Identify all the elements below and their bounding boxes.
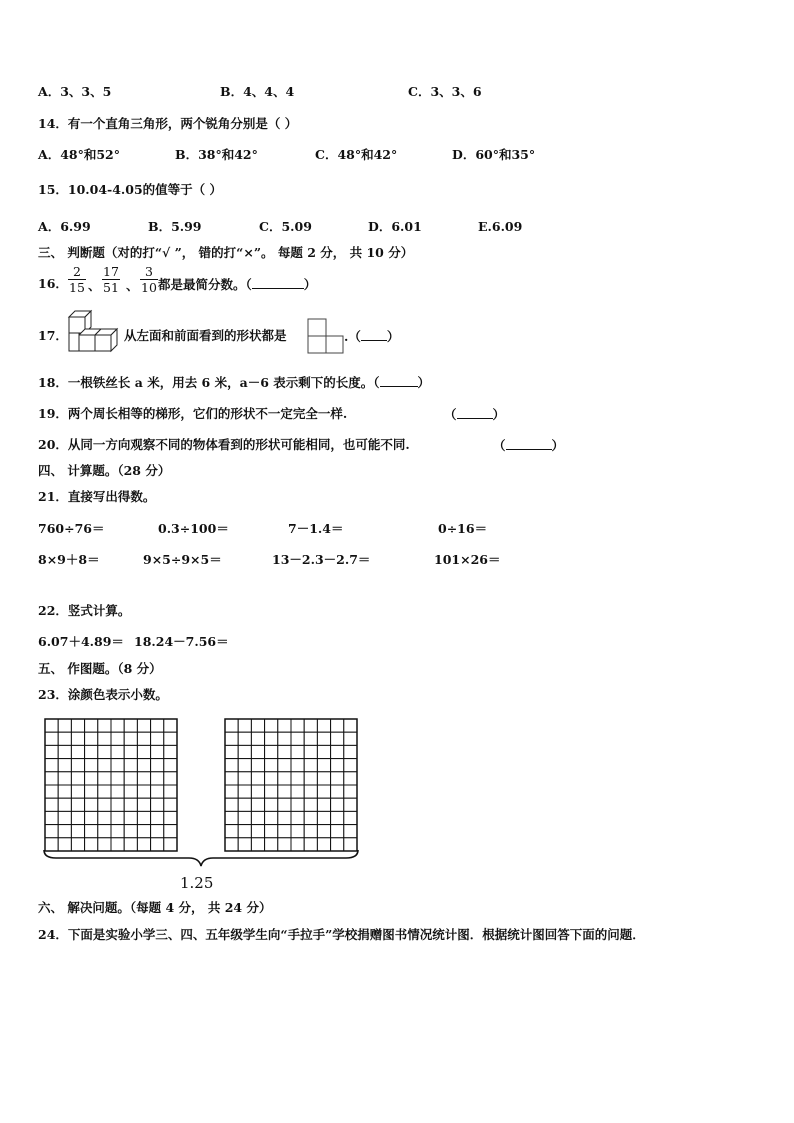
grid-cell[interactable] <box>124 719 137 732</box>
q15-option-d: D．6.01 <box>368 219 422 234</box>
grid-cell[interactable] <box>331 798 344 811</box>
q14-option-d: D．60°和35° <box>452 147 536 162</box>
grid-cell[interactable] <box>71 785 84 798</box>
q13-option-c: C．3、3、6 <box>408 84 482 99</box>
grid-cell[interactable] <box>98 745 111 758</box>
grid-cell[interactable] <box>137 759 150 772</box>
grid-cell[interactable] <box>291 811 304 824</box>
q17-tail <box>344 328 399 345</box>
grid-cell[interactable] <box>304 811 317 824</box>
grid-cell[interactable] <box>225 745 238 758</box>
section-4-title: 四、 计算题。（28 分） <box>38 463 171 478</box>
grid-cell[interactable] <box>278 825 291 838</box>
grid-cell[interactable] <box>85 811 98 824</box>
grid-cell[interactable] <box>265 825 278 838</box>
grid-cell[interactable] <box>344 745 357 758</box>
grid-cell[interactable] <box>98 825 111 838</box>
grid-cell[interactable] <box>137 772 150 785</box>
q15-option-b: B．5.99 <box>148 219 202 234</box>
q15-option-a: A．6.99 <box>38 219 91 234</box>
grid-cell[interactable] <box>304 772 317 785</box>
grid-cell[interactable] <box>331 759 344 772</box>
q21-r1-c2: 0.3÷100＝ <box>158 521 229 536</box>
grid-cell[interactable] <box>98 732 111 745</box>
q15-option-e: E.6.09 <box>478 219 523 234</box>
grid-cell[interactable] <box>238 759 251 772</box>
q14-option-c: C．48°和42° <box>315 147 398 162</box>
grid-cell[interactable] <box>151 745 164 758</box>
grid-cell[interactable] <box>344 759 357 772</box>
grid-cell[interactable] <box>265 772 278 785</box>
grid-cell[interactable] <box>137 732 150 745</box>
grid-cell[interactable] <box>151 825 164 838</box>
q16-statement: 都是最简分数。（ <box>158 277 252 292</box>
grid-cell[interactable] <box>317 719 330 732</box>
grid-cell[interactable] <box>58 825 71 838</box>
grid-cell[interactable] <box>278 772 291 785</box>
grid-cell[interactable] <box>85 759 98 772</box>
grid-cell[interactable] <box>137 811 150 824</box>
q16-f3-denominator: 10 <box>141 280 157 295</box>
grid-cell[interactable] <box>71 732 84 745</box>
grid-cell[interactable] <box>238 772 251 785</box>
q17-text-row <box>124 328 287 344</box>
grid-cell[interactable] <box>164 745 177 758</box>
q17-statement: 从左面和前面看到的形状都是 <box>124 328 287 343</box>
grid-cell[interactable] <box>98 759 111 772</box>
grid-cell[interactable] <box>265 719 278 732</box>
grid-cell[interactable] <box>317 798 330 811</box>
grid-cell[interactable] <box>45 785 58 798</box>
grid-cell[interactable] <box>278 719 291 732</box>
q16-f3-numerator: 3 <box>144 264 153 279</box>
hundred-grid-right[interactable] <box>224 718 358 852</box>
grid-cell[interactable] <box>45 732 58 745</box>
grid-cell[interactable] <box>251 719 264 732</box>
grid-cell[interactable] <box>58 798 71 811</box>
grid-cell[interactable] <box>58 785 71 798</box>
grid-cell[interactable] <box>85 825 98 838</box>
grid-cell[interactable] <box>225 719 238 732</box>
grid-cell[interactable] <box>291 772 304 785</box>
grid-cell[interactable] <box>251 825 264 838</box>
grid-cell[interactable] <box>238 811 251 824</box>
grid-cell[interactable] <box>331 732 344 745</box>
grid-cell[interactable] <box>111 825 124 838</box>
grid-cell[interactable] <box>71 798 84 811</box>
grid-cell[interactable] <box>278 732 291 745</box>
grid-cell[interactable] <box>137 825 150 838</box>
grid-cell[interactable] <box>304 732 317 745</box>
grid-cell[interactable] <box>225 732 238 745</box>
grid-cell[interactable] <box>164 785 177 798</box>
grid-cell[interactable] <box>291 732 304 745</box>
grid-cell[interactable] <box>317 825 330 838</box>
q22-expression-2: 18.24－7.56＝ <box>134 634 229 649</box>
section-3-title: 三、 判断题（对的打“√ ”， 错的打“×”。 每题 2 分， 共 10 分） <box>38 245 414 260</box>
section-5-title: 五、 作图题。（8 分） <box>38 661 162 676</box>
grid-cell[interactable] <box>151 798 164 811</box>
q13-option-b: B．4、4、4 <box>220 84 295 99</box>
grid-cell[interactable] <box>85 772 98 785</box>
grid-cell[interactable] <box>98 772 111 785</box>
q19 <box>38 406 506 422</box>
q14-option-a: A．48°和52° <box>38 147 120 162</box>
grid-cell[interactable] <box>331 745 344 758</box>
q21-r2-c4: 101×26＝ <box>434 552 501 567</box>
grid-cell[interactable] <box>238 732 251 745</box>
grid-cell[interactable] <box>45 772 58 785</box>
grid-cell[interactable] <box>164 798 177 811</box>
q18-answer-blank[interactable] <box>380 374 418 387</box>
grid-cell[interactable] <box>151 785 164 798</box>
grid-cell[interactable] <box>111 719 124 732</box>
grid-cell[interactable] <box>317 811 330 824</box>
grid-cell[interactable] <box>344 798 357 811</box>
grid-cell[interactable] <box>45 719 58 732</box>
grid-cell[interactable] <box>304 825 317 838</box>
grid-cell[interactable] <box>124 772 137 785</box>
grid-cell[interactable] <box>291 719 304 732</box>
grid-cell[interactable] <box>71 745 84 758</box>
grid-cell[interactable] <box>331 811 344 824</box>
grid-cell[interactable] <box>331 785 344 798</box>
grid-cell[interactable] <box>331 825 344 838</box>
grid-cell[interactable] <box>137 745 150 758</box>
grid-cell[interactable] <box>265 798 278 811</box>
q16-close-paren: ） <box>303 277 317 292</box>
grid-cell[interactable] <box>45 745 58 758</box>
grid-cell[interactable] <box>164 825 177 838</box>
grid-cell[interactable] <box>164 759 177 772</box>
hundred-grid-left[interactable] <box>44 718 178 852</box>
grid-cell[interactable] <box>85 732 98 745</box>
grid-cell[interactable] <box>71 772 84 785</box>
grid-cell[interactable] <box>251 759 264 772</box>
grid-cell[interactable] <box>111 811 124 824</box>
grid-cell[interactable] <box>317 732 330 745</box>
grid-cell[interactable] <box>124 825 137 838</box>
q18 <box>38 374 430 391</box>
q21-r2-c3: 13－2.3－2.7＝ <box>272 552 371 567</box>
grid-cell[interactable] <box>304 798 317 811</box>
grid-cell[interactable] <box>111 785 124 798</box>
q15-option-c: C．5.09 <box>259 219 312 234</box>
grid-cell[interactable] <box>278 785 291 798</box>
grid-cell[interactable] <box>278 745 291 758</box>
q18-statement: 18．一根铁丝长 a 米，用去 6 米，a－6 表示剩下的长度。（ <box>38 375 380 390</box>
grid-cell[interactable] <box>58 745 71 758</box>
grid-cell[interactable] <box>344 811 357 824</box>
grid-cell[interactable] <box>291 785 304 798</box>
grid-cell[interactable] <box>98 798 111 811</box>
grid-cell[interactable] <box>238 785 251 798</box>
grid-cell[interactable] <box>265 759 278 772</box>
grid-cell[interactable] <box>58 732 71 745</box>
grid-cell[interactable] <box>124 785 137 798</box>
grid-cell[interactable] <box>291 759 304 772</box>
grid-cell[interactable] <box>317 759 330 772</box>
grid-cell[interactable] <box>251 772 264 785</box>
q17-answer-blank[interactable] <box>361 328 387 341</box>
q14-option-b: B．38°和42° <box>175 147 258 162</box>
grid-cell[interactable] <box>344 825 357 838</box>
grid-cell[interactable] <box>291 745 304 758</box>
grid-cell[interactable] <box>137 785 150 798</box>
grid-cell[interactable] <box>225 825 238 838</box>
grid-cell[interactable] <box>137 798 150 811</box>
grid-cell[interactable] <box>251 798 264 811</box>
grid-cell[interactable] <box>111 798 124 811</box>
brace-icon <box>42 848 360 870</box>
q17-tail-text: .（ <box>344 329 361 344</box>
grid-cell[interactable] <box>304 719 317 732</box>
q21-r2-c1: 8×9＋8＝ <box>38 552 100 567</box>
q19-statement: 19．两个周长相等的梯形，它们的形状不一定完全一样. <box>38 406 348 421</box>
q13-option-a: A．3、3、5 <box>38 84 112 99</box>
grid-cell[interactable] <box>278 811 291 824</box>
q19-answer-blank[interactable] <box>457 406 493 419</box>
grid-cell[interactable] <box>85 719 98 732</box>
q16-number: 16． <box>38 276 68 291</box>
q21-r1-c4: 0÷16＝ <box>438 521 488 536</box>
q15-stem: 15．10.04-4.05的值等于（ ） <box>38 182 223 197</box>
grid-cell[interactable] <box>151 811 164 824</box>
grid-cell[interactable] <box>317 772 330 785</box>
q16-fraction-1 <box>68 264 86 295</box>
grid-cell[interactable] <box>58 759 71 772</box>
grid-cell[interactable] <box>45 825 58 838</box>
grid-cell[interactable] <box>344 772 357 785</box>
grid-cell[interactable] <box>151 732 164 745</box>
grid-cell[interactable] <box>124 798 137 811</box>
q16-separator-2: 、 <box>126 278 139 293</box>
q19-open-paren: （ <box>444 407 457 422</box>
grid-cell[interactable] <box>124 732 137 745</box>
grid-cell[interactable] <box>238 825 251 838</box>
grid-cell[interactable] <box>164 732 177 745</box>
grid-cell[interactable] <box>331 772 344 785</box>
q21-r1-c1: 760÷76＝ <box>38 521 105 536</box>
grid-cell[interactable] <box>265 732 278 745</box>
q17-close-paren: ） <box>386 329 400 344</box>
grid-cell[interactable] <box>124 759 137 772</box>
grid-cell[interactable] <box>71 825 84 838</box>
grid-cell[interactable] <box>151 759 164 772</box>
grid-cell[interactable] <box>331 719 344 732</box>
grid-cell[interactable] <box>265 785 278 798</box>
section-6-title: 六、 解决问题。（每题 4 分， 共 24 分） <box>38 900 272 915</box>
grid-cell[interactable] <box>98 785 111 798</box>
grid-cell[interactable] <box>164 772 177 785</box>
grid-cell[interactable] <box>238 745 251 758</box>
grid-cell[interactable] <box>304 745 317 758</box>
grid-cell[interactable] <box>85 745 98 758</box>
q19-close-paren: ） <box>492 407 506 422</box>
grid-cell[interactable] <box>45 811 58 824</box>
q20-answer-blank[interactable] <box>506 437 552 450</box>
grid-cell[interactable] <box>45 798 58 811</box>
q16-f2-denominator: 51 <box>103 280 119 295</box>
q16-fraction-3 <box>140 264 158 295</box>
grid-cell[interactable] <box>344 719 357 732</box>
q16-fraction-2 <box>102 264 120 295</box>
q22-expression-1: 6.07＋4.89＝ <box>38 634 124 649</box>
q16-f1-numerator: 2 <box>72 264 81 279</box>
grid-cell[interactable] <box>278 798 291 811</box>
q21-r1-c3: 7－1.4＝ <box>288 521 344 536</box>
grid-cell[interactable] <box>98 719 111 732</box>
q19-answer <box>444 406 505 423</box>
grid-cell[interactable] <box>151 772 164 785</box>
q23-decimal-label: 1.25 <box>180 874 214 892</box>
q16-answer-blank[interactable] <box>252 276 304 289</box>
grid-cell[interactable] <box>164 719 177 732</box>
grid-cell[interactable] <box>225 798 238 811</box>
grid-cell[interactable] <box>251 745 264 758</box>
grid-cell[interactable] <box>317 745 330 758</box>
q16-f2-numerator: 17 <box>103 264 119 279</box>
grid-cell[interactable] <box>85 798 98 811</box>
view-shape-figure <box>307 318 345 354</box>
grid-cell[interactable] <box>71 759 84 772</box>
grid-cell[interactable] <box>238 798 251 811</box>
grid-cell[interactable] <box>251 732 264 745</box>
grid-cell[interactable] <box>344 732 357 745</box>
q20-statement: 20．从同一方向观察不同的物体看到的形状可能相同，也可能不同. <box>38 437 410 452</box>
grid-cell[interactable] <box>124 811 137 824</box>
grid-cell[interactable] <box>304 759 317 772</box>
grid-cell[interactable] <box>278 759 291 772</box>
grid-cell[interactable] <box>45 759 58 772</box>
grid-cell[interactable] <box>111 772 124 785</box>
grid-cell[interactable] <box>98 811 111 824</box>
q18-close-paren: ） <box>417 375 431 390</box>
grid-cell[interactable] <box>304 785 317 798</box>
grid-cell[interactable] <box>111 759 124 772</box>
grid-cell[interactable] <box>238 719 251 732</box>
q21-r2-c2: 9×5÷9×5＝ <box>143 552 222 567</box>
q22-stem: 22．竖式计算。 <box>38 603 131 618</box>
cube-stack-figure <box>63 305 123 357</box>
grid-cell[interactable] <box>225 785 238 798</box>
q20 <box>38 437 565 453</box>
q23-stem: 23．涂颜色表示小数。 <box>38 687 168 702</box>
grid-cell[interactable] <box>151 719 164 732</box>
q21-stem: 21．直接写出得数。 <box>38 489 156 504</box>
grid-cell[interactable] <box>291 798 304 811</box>
q20-answer <box>493 437 564 454</box>
q14-stem: 14．有一个直角三角形，两个锐角分别是（ ） <box>38 116 298 131</box>
q16-f1-denominator: 15 <box>69 280 85 295</box>
grid-cell[interactable] <box>265 745 278 758</box>
q20-open-paren: （ <box>493 438 506 453</box>
grid-cell[interactable] <box>58 811 71 824</box>
grid-cell[interactable] <box>137 719 150 732</box>
grid-cell[interactable] <box>58 772 71 785</box>
grid-cell[interactable] <box>71 811 84 824</box>
grid-cell[interactable] <box>225 772 238 785</box>
grid-cell[interactable] <box>164 811 177 824</box>
grid-cell[interactable] <box>291 825 304 838</box>
grid-cell[interactable] <box>225 811 238 824</box>
q17-number: 17． <box>38 328 68 343</box>
grid-cell[interactable] <box>124 745 137 758</box>
grid-cell[interactable] <box>251 811 264 824</box>
grid-cell[interactable] <box>85 785 98 798</box>
q24-stem: 24．下面是实验小学三、四、五年级学生向“手拉手”学校捐赠图书情况统计图．根据统计图回答下面的问题． <box>38 927 645 942</box>
q20-close-paren: ） <box>551 438 565 453</box>
grid-cell[interactable] <box>111 745 124 758</box>
q16-separator-1: 、 <box>88 278 101 293</box>
grid-cell[interactable] <box>344 785 357 798</box>
grid-cell[interactable] <box>225 759 238 772</box>
q16-text <box>158 276 316 293</box>
grid-cell[interactable] <box>265 811 278 824</box>
grid-cell[interactable] <box>58 719 71 732</box>
grid-cell[interactable] <box>251 785 264 798</box>
grid-cell[interactable] <box>317 785 330 798</box>
grid-cell[interactable] <box>71 719 84 732</box>
grid-cell[interactable] <box>111 732 124 745</box>
